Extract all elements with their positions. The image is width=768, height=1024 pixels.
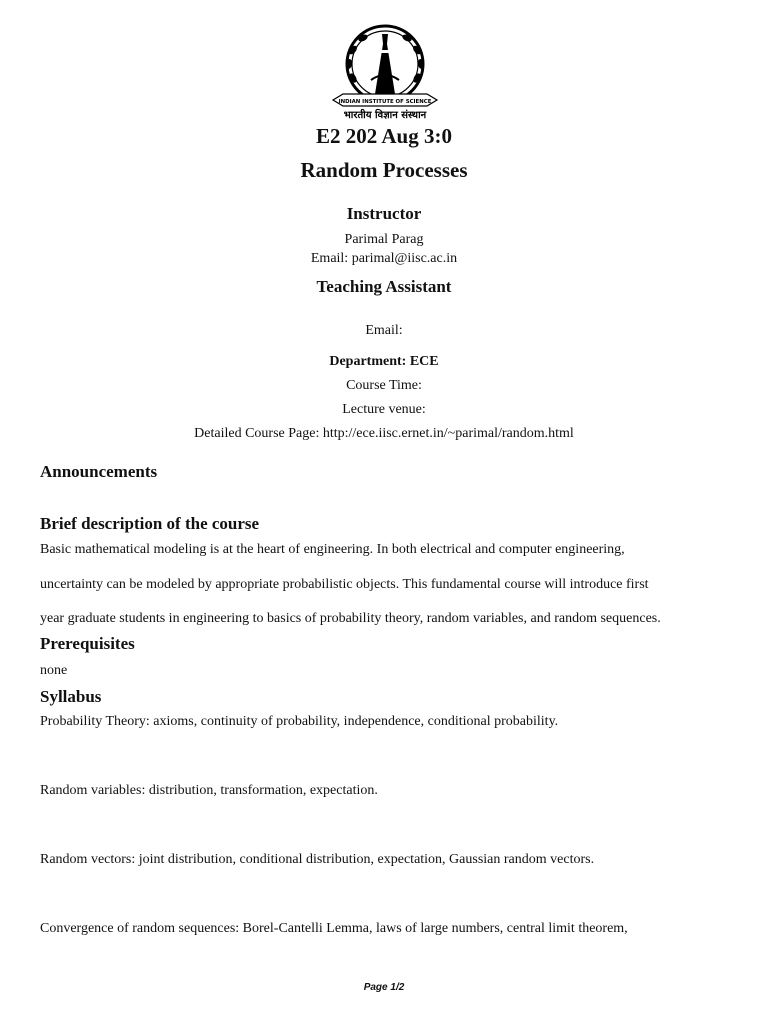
syllabus-item: Convergence of random sequences: Borel-Cantelli Lemma, laws of large numbers, central limit theorem, [40, 921, 628, 936]
iisc-logo [329, 20, 441, 122]
logo-ribbon-text: INDIAN INSTITUTE OF SCIENCE [338, 99, 432, 105]
course-code: E2 202 Aug 3:0 [316, 124, 452, 148]
syllabus-item: Random vectors: joint distribution, conditional distribution, expectation, Gaussian random vectors. [40, 852, 595, 867]
page-number: Page 1/2 [363, 982, 405, 993]
ta-heading: Teaching Assistant [316, 277, 452, 296]
prerequisites-text: none [40, 663, 68, 678]
course-page-link[interactable]: http://ece.iisc.ernet.in/~parimal/random.html [322, 426, 574, 441]
course-time: Course Time: [346, 378, 422, 393]
course-name: Random Processes [300, 158, 468, 182]
syllabus-heading: Syllabus [40, 687, 102, 706]
instructor-email: Email: parimal@iisc.ac.in [310, 251, 458, 266]
instructor-heading: Instructor [346, 204, 422, 223]
description-heading: Brief description of the course [40, 514, 260, 533]
ta-email: Email: [365, 323, 403, 338]
description-line: Basic mathematical modeling is at the heart of engineering. In both electrical and computer engineering, [40, 542, 625, 557]
instructor-name: Parimal Parag [344, 232, 424, 247]
description-line: year graduate students in engineering to basics of probability theory, random variables, and random sequences. [40, 611, 661, 626]
announcements-heading: Announcements [40, 462, 158, 481]
logo-hindi-text: भारतीय विज्ञान संस्थान [343, 110, 427, 121]
syllabus-item: Random variables: distribution, transformation, expectation. [40, 783, 378, 798]
department: Department: ECE [329, 354, 439, 369]
detail-label: Detailed Course Page: [194, 426, 323, 441]
detailed-course-page [0, 426, 768, 442]
syllabus-item: Probability Theory: axioms, continuity of probability, independence, conditional probability. [40, 714, 559, 729]
prerequisites-heading: Prerequisites [40, 634, 135, 653]
description-line: uncertainty can be modeled by appropriate probabilistic objects. This fundamental course will introduce first [40, 577, 649, 592]
lecture-venue: Lecture venue: [342, 402, 426, 417]
